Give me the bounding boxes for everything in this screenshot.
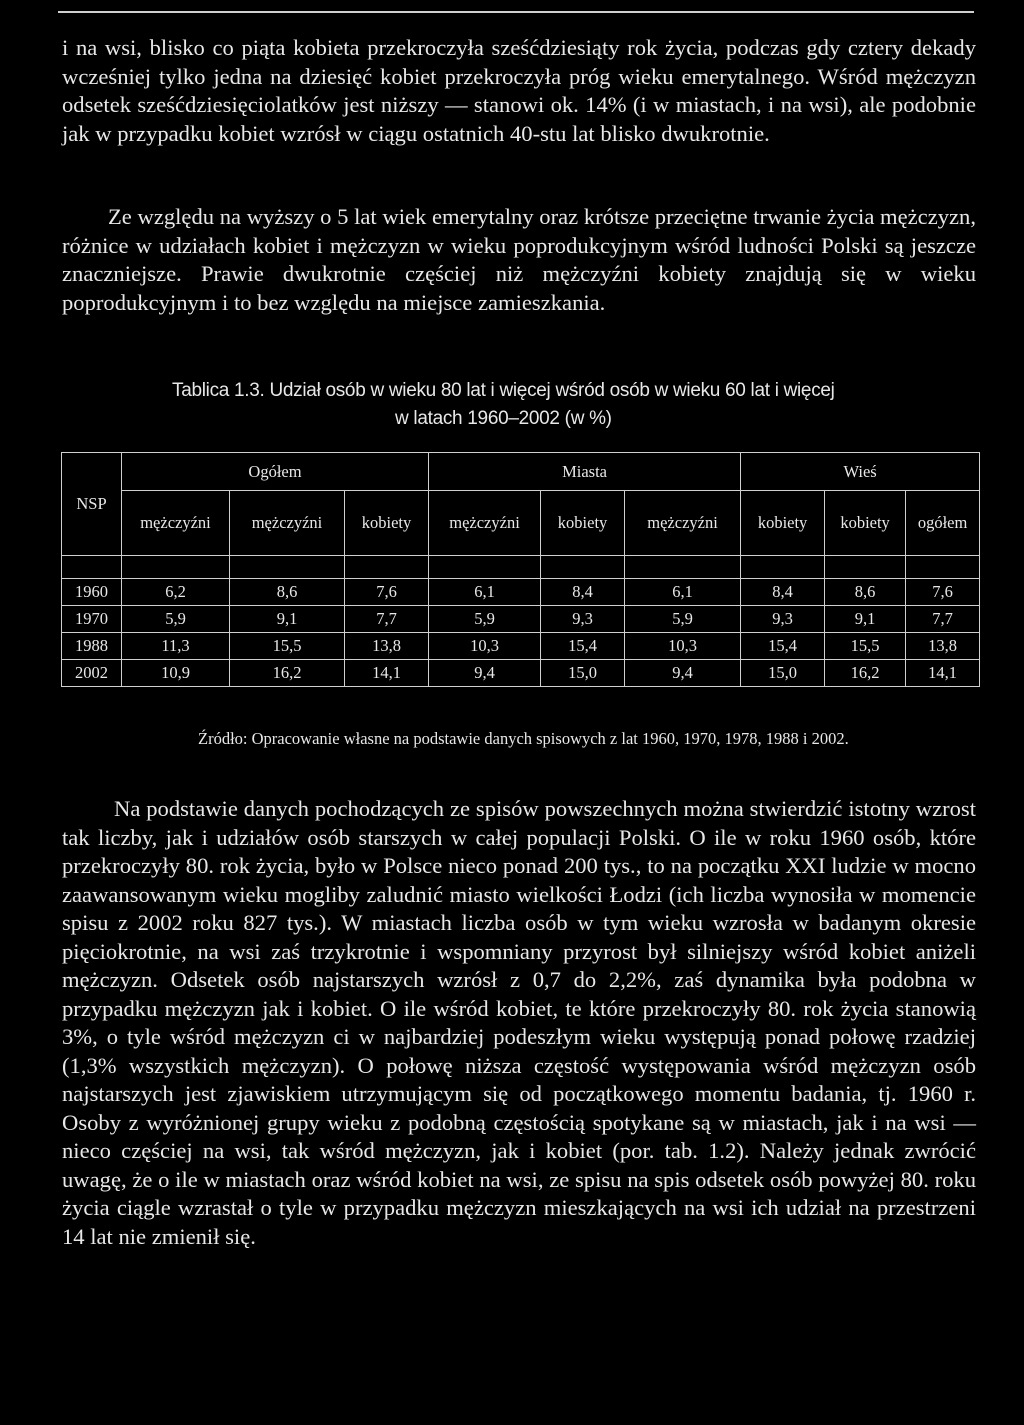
value-cell: 15,5 — [230, 633, 345, 660]
value-cell: 15,5 — [825, 633, 906, 660]
year-cell: 1988 — [62, 633, 122, 660]
value-cell: 16,2 — [825, 660, 906, 687]
value-cell: 7,6 — [345, 579, 429, 606]
paragraph-2: Ze względu na wyższy o 5 lat wiek emerytalny oraz krótsze przeciętne trwanie życia mężczyzn, różnice w udziałach kobiet i mężczyzn w wieku poprodukcyjnym wśród ludności Polski są jeszcze znaczniejsze. Prawie dwukrotnie częściej niż mężczyźni kobiety znajdują się w wieku poprodukcyjnym i to bez względu na miejsce zamieszkania. — [62, 204, 976, 315]
value-cell: 9,1 — [825, 606, 906, 633]
value-cell: 13,8 — [345, 633, 429, 660]
subheader: mężczyźni — [625, 491, 741, 556]
value-cell: 13,8 — [906, 633, 980, 660]
value-cell: 10,3 — [429, 633, 541, 660]
value-cell: 15,4 — [741, 633, 825, 660]
value-cell: 11,3 — [122, 633, 230, 660]
subheader: mężczyźni — [230, 491, 345, 556]
value-cell: 6,1 — [429, 579, 541, 606]
subheader: kobiety — [345, 491, 429, 556]
value-cell: 10,3 — [625, 633, 741, 660]
value-cell: 9,4 — [429, 660, 541, 687]
value-cell: 7,7 — [345, 606, 429, 633]
value-cell: 16,2 — [230, 660, 345, 687]
subheader: kobiety — [741, 491, 825, 556]
year-cell: 1960 — [62, 579, 122, 606]
value-cell: 14,1 — [345, 660, 429, 687]
group-header-wies: Wieś — [741, 453, 980, 491]
value-cell: 15,0 — [741, 660, 825, 687]
value-cell: 9,3 — [541, 606, 625, 633]
year-cell: 1970 — [62, 606, 122, 633]
value-cell: 8,6 — [230, 579, 345, 606]
value-cell: 7,6 — [906, 579, 980, 606]
value-cell: 8,4 — [741, 579, 825, 606]
year-cell: 2002 — [62, 660, 122, 687]
value-cell: 9,3 — [741, 606, 825, 633]
value-cell: 7,7 — [906, 606, 980, 633]
table-row — [62, 660, 980, 687]
top-rule — [58, 11, 974, 13]
value-cell: 5,9 — [122, 606, 230, 633]
subheader: mężczyźni — [122, 491, 230, 556]
paragraph-3: Na podstawie danych pochodzących ze spisów powszechnych można stwierdzić istotny wzrost tak liczby, jak i udziałów osób starszych w całej populacji Polski. O ile w roku 1960 osób, które przekroczyły 80. rok życia, było w Polsce nieco ponad 200 tys., to na początku XXI ludzie w mocno zaawansowanym wieku mogliby zaludnić miasto wielkości Łodzi (ich liczba wynosiła w momencie spisu z 2002 roku 827 tys.). W miastach liczba osób w tym wieku wzrosła w badanym okresie pięciokrotnie, na wsi zaś trzykrotnie i wspomniany przyrost był silniejszy wśród kobiet aniżeli mężczyzn. Odsetek osób najstarszych wzrósł z 0,7 do 2,2%, zaś dynamika była podobna w przypadku mężczyzn jak i kobiet. O ile wśród kobiet, te które przekroczyły 80. rok życia stanowią 3%, o tyle wśród mężczyzn ci w najbardziej podeszłym wieku występują ponad połowę rzadziej (1,3% wszystkich mężczyzn). O połowę niższa częstość występowania wśród mężczyzn osób najstarszych jest zjawiskiem utrzymującym się od początkowego momentu badania, tj. 1960 r. Osoby z wyróżnionej grupy wieku z podobną częstością spotykane są w miastach, jak i na wsi — nieco częściej na wsi, tak wśród mężczyzn, jak i kobiet (por. tab. 1.2). Należy jednak zwrócić uwagę, że o ile w miastach oraz wśród kobiet na wsi, ze spisu na spis odsetek osób powyżej 80. roku życia ciągle wzrastał o tyle w przypadku mężczyzn mieszkających na wsi ich udział na przestrzeni 14 lat nie zmienił się. — [62, 796, 976, 1249]
table-row — [62, 606, 980, 633]
subheader: mężczyźni — [429, 491, 541, 556]
subheader: kobiety — [825, 491, 906, 556]
data-table — [61, 452, 980, 687]
subheader: kobiety — [541, 491, 625, 556]
table-row — [62, 633, 980, 660]
value-cell: 15,4 — [541, 633, 625, 660]
value-cell: 8,6 — [825, 579, 906, 606]
value-cell: 14,1 — [906, 660, 980, 687]
table-caption-line-2: w latach 1960–2002 (w %) — [395, 408, 612, 429]
paragraph-1: i na wsi, blisko co piąta kobieta przekroczyła sześćdziesiąty rok życia, podczas gdy cztery dekady wcześniej tylko jedna na dziesięć kobiet przekroczyła próg wieku emerytalnego. Wśród mężczyzn odsetek sześćdziesięciolatków jest niższy — stanowi ok. 14% (i w miastach, i na wsi), ale podobnie jak w przypadku kobiet wzrósł w ciągu ostatnich 40-stu lat blisko dwukrotnie. — [62, 35, 976, 146]
source-note: Źródło: Opracowanie własne na podstawie danych spisowych z lat 1960, 1970, 1978, 1988 i 2002. — [198, 729, 849, 748]
value-cell: 6,2 — [122, 579, 230, 606]
value-cell: 15,0 — [541, 660, 625, 687]
nsp-header: NSP — [62, 453, 122, 556]
value-cell: 5,9 — [429, 606, 541, 633]
value-cell: 9,1 — [230, 606, 345, 633]
value-cell: 6,1 — [625, 579, 741, 606]
group-header-ogolem: Ogółem — [122, 453, 429, 491]
value-cell: 5,9 — [625, 606, 741, 633]
value-cell: 10,9 — [122, 660, 230, 687]
subheader: ogółem — [906, 491, 980, 556]
value-cell: 8,4 — [541, 579, 625, 606]
value-cell: 9,4 — [625, 660, 741, 687]
group-header-miasta: Miasta — [429, 453, 741, 491]
table-caption-line-1: Tablica 1.3. Udział osób w wieku 80 lat i więcej wśród osób w wieku 60 lat i więcej — [172, 380, 835, 401]
table-row — [62, 579, 980, 606]
